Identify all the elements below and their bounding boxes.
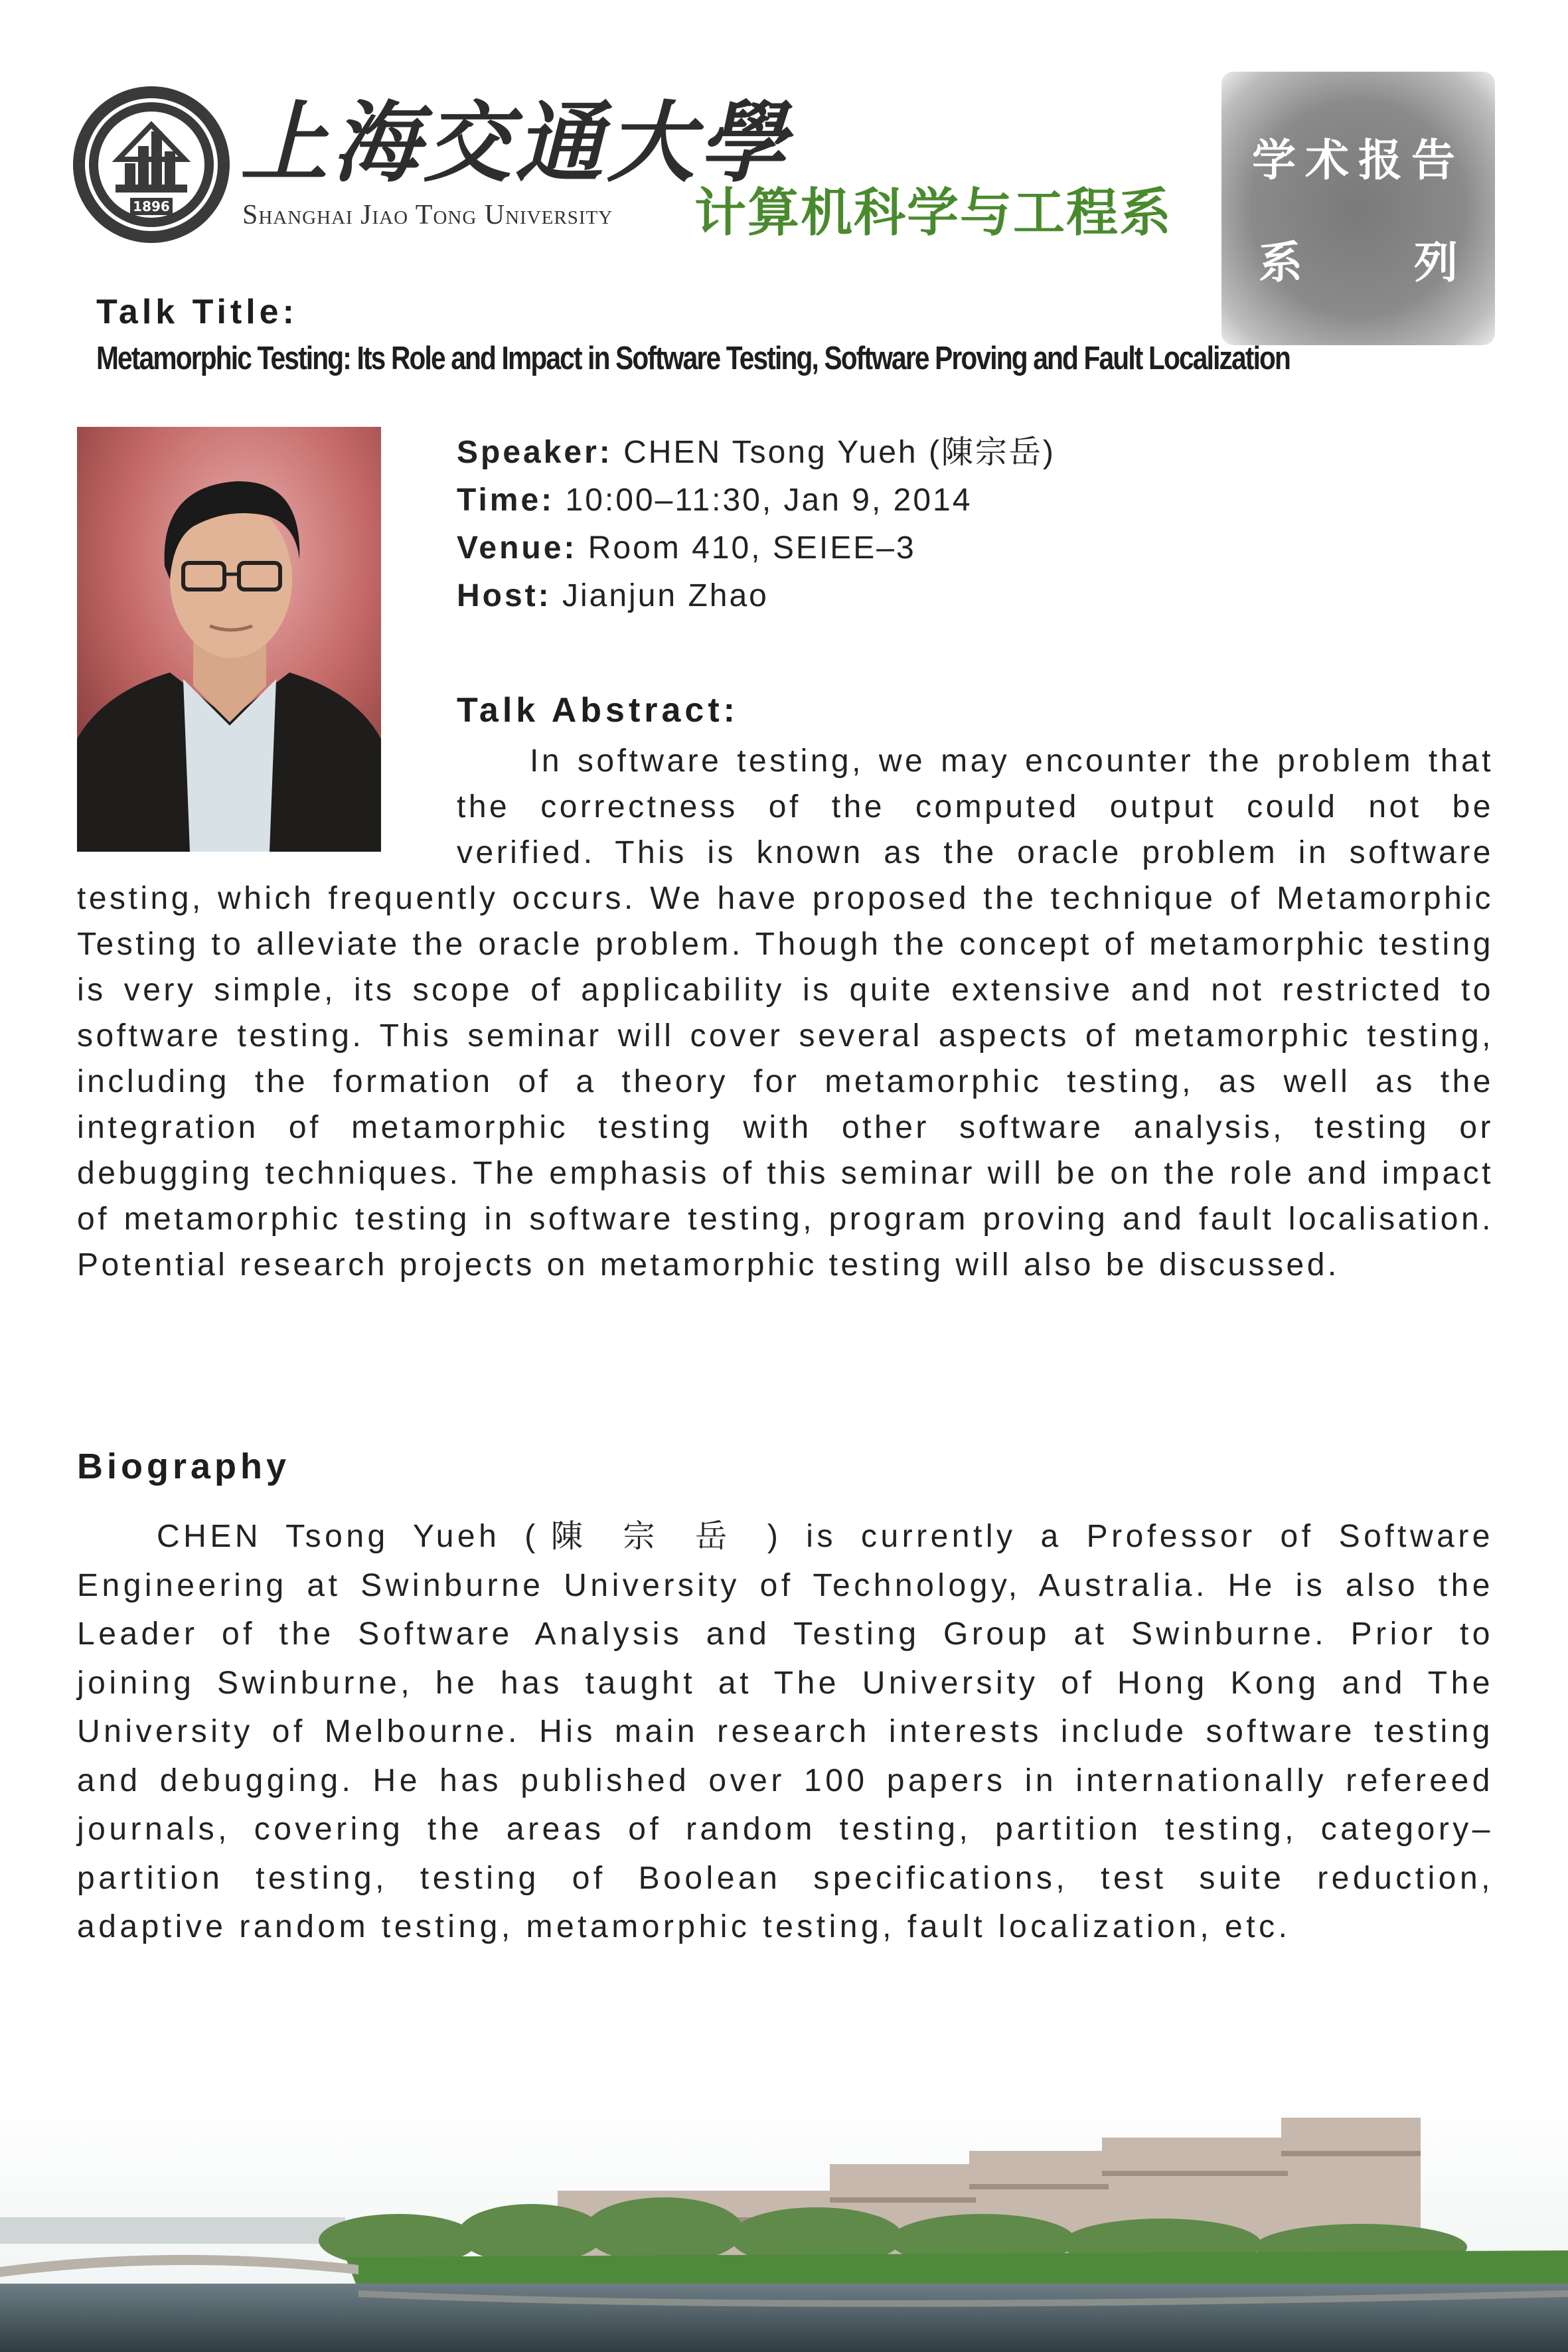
talk-title: Metamorphic Testing: Its Role and Impact in Software Testing, Software Proving and Fault Localization	[96, 341, 1291, 376]
speaker-row	[457, 429, 1056, 477]
venue-label: Venue:	[457, 530, 578, 566]
university-name-en: Shanghai Jiao Tong University	[242, 200, 613, 230]
host-row	[457, 572, 1056, 620]
biography-text: CHEN Tsong Yueh (陳 宗 岳 ) is currently a Professor of Software Engineering at Swinburne University of Technology, Australia. He is also the Leader of the Software Analysis and Testing Group at Swinburne. Prior to joining Swinburne, he has taught at The University of Hong Kong and The University of Melbourne. His main research interests include software testing and debugging. He has published over 100 papers in internationally refereed journals, covering the areas of random testing, partition testing, category–partition testing, testing of Boolean specifications, test suite reduction, adaptive random testing, metamorphic testing, fault localization, etc.	[77, 1519, 1494, 1944]
time-label: Time:	[457, 483, 555, 518]
series-subtitle	[1221, 236, 1495, 288]
campus-landscape-image	[0, 2091, 1568, 2352]
time-value: 10:00–11:30, Jan 9, 2014	[565, 483, 973, 518]
abstract-indent-spacer	[77, 738, 457, 876]
series-title: 学术报告	[1252, 134, 1464, 186]
talk-info	[457, 429, 1056, 620]
time-row	[457, 477, 1056, 524]
speaker-value: CHEN Tsong Yueh (陳宗岳)	[623, 435, 1056, 470]
abstract-label: Talk Abstract:	[457, 691, 739, 730]
university-seal-logo	[72, 85, 231, 244]
venue-value: Room 410, SEIEE–3	[588, 530, 916, 566]
abstract-text: In software testing, we may encounter the problem that the correctness of the computed output could not be verified. This is known as the oracle problem in software testing, which frequently occurs. We have proposed the technique of Metamorphic Testing to alleviate the oracle problem. Though the concept of metamorphic testing is very simple, its scope of applicability is quite extensive and not restricted to software testing. This seminar will cover several aspects of metamorphic testing, including the formation of a theory for metamorphic testing, as well as the integration of metamorphic testing with other software analysis, testing or debugging techniques. The emphasis of this seminar will be on the role and impact of metamorphic testing in software testing, program proving and fault localisation. Potential research projects on metamorphic testing will also be discussed.	[77, 744, 1494, 1283]
host-label: Host:	[457, 578, 552, 613]
biography-label: Biography	[77, 1447, 291, 1486]
venue-row	[457, 524, 1056, 572]
series-char-2: 列	[1414, 236, 1458, 288]
speaker-label: Speaker:	[457, 435, 613, 470]
department-name: 计算机科学与工程系	[694, 183, 1173, 243]
host-value: Jianjun Zhao	[562, 578, 769, 613]
university-name-cn: 上海交通大學	[240, 92, 790, 195]
series-char-1: 系	[1259, 236, 1302, 288]
talk-title-label: Talk Title:	[96, 293, 298, 331]
svg-text:1896: 1896	[133, 198, 170, 214]
lecture-series-badge	[1221, 72, 1495, 345]
abstract-body	[77, 738, 1494, 1288]
